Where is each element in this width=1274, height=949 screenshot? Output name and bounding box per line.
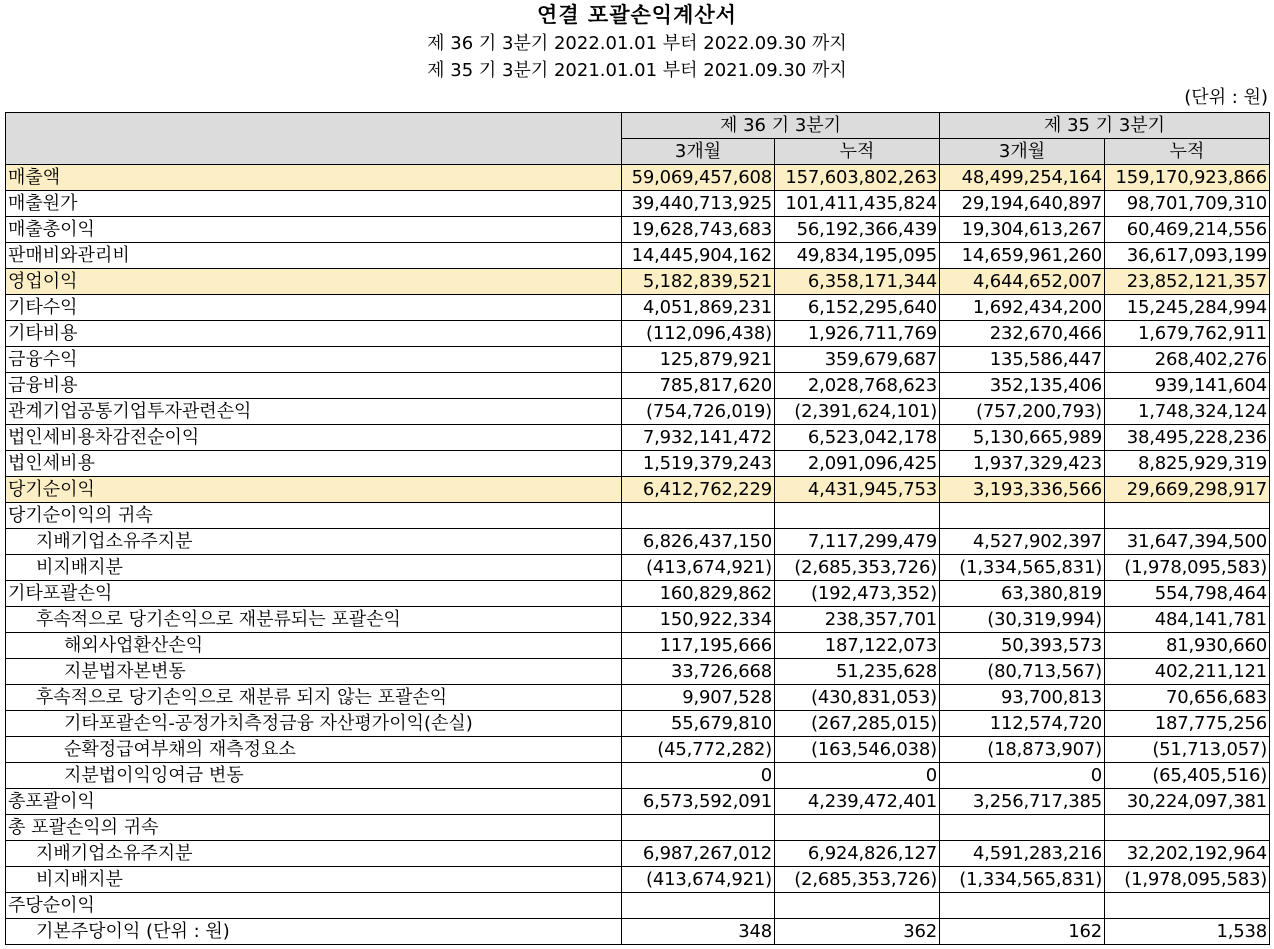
row-value: 268,402,276 bbox=[1105, 347, 1270, 373]
row-value: (1,334,565,831) bbox=[940, 555, 1105, 581]
row-value: 7,117,299,479 bbox=[775, 529, 940, 555]
row-value: 187,775,256 bbox=[1105, 711, 1270, 737]
row-value: 32,202,192,964 bbox=[1105, 841, 1270, 867]
row-label: 해외사업환산손익 bbox=[6, 633, 622, 659]
header-col-prior-3m: 3개월 bbox=[940, 139, 1105, 165]
row-label: 지분법이익잉여금 변동 bbox=[6, 763, 622, 789]
table-row bbox=[6, 373, 1270, 399]
row-value: 51,235,628 bbox=[775, 659, 940, 685]
table-row bbox=[6, 217, 1270, 243]
row-value: 39,440,713,925 bbox=[622, 191, 775, 217]
row-value: (413,674,921) bbox=[622, 867, 775, 893]
row-value: (163,546,038) bbox=[775, 737, 940, 763]
row-label: 금융수익 bbox=[6, 347, 622, 373]
row-value: 1,748,324,124 bbox=[1105, 399, 1270, 425]
table-row bbox=[6, 399, 1270, 425]
table-row bbox=[6, 737, 1270, 763]
row-value: 48,499,254,164 bbox=[940, 165, 1105, 191]
row-value: (267,285,015) bbox=[775, 711, 940, 737]
row-value: 6,412,762,229 bbox=[622, 477, 775, 503]
row-value bbox=[622, 503, 775, 529]
row-value: 348 bbox=[622, 919, 775, 945]
header-col-current-3m: 3개월 bbox=[622, 139, 775, 165]
row-value: 232,670,466 bbox=[940, 321, 1105, 347]
row-value: 939,141,604 bbox=[1105, 373, 1270, 399]
row-value: (754,726,019) bbox=[622, 399, 775, 425]
row-value: (1,978,095,583) bbox=[1105, 867, 1270, 893]
row-value: (2,685,353,726) bbox=[775, 867, 940, 893]
row-value bbox=[775, 815, 940, 841]
row-value: (430,831,053) bbox=[775, 685, 940, 711]
row-label: 지분법자본변동 bbox=[6, 659, 622, 685]
row-label: 금융비용 bbox=[6, 373, 622, 399]
row-label: 후속적으로 당기손익으로 재분류 되지 않는 포괄손익 bbox=[6, 685, 622, 711]
header-group-prior: 제 35 기 3분기 bbox=[940, 113, 1270, 139]
row-value: 0 bbox=[775, 763, 940, 789]
row-value: (51,713,057) bbox=[1105, 737, 1270, 763]
row-value bbox=[940, 503, 1105, 529]
row-value: 15,245,284,994 bbox=[1105, 295, 1270, 321]
table-row bbox=[6, 893, 1270, 919]
statement-title: 연결 포괄손익계산서 bbox=[537, 3, 737, 27]
header-row-groups bbox=[6, 113, 1270, 139]
table-row bbox=[6, 685, 1270, 711]
table-row bbox=[6, 607, 1270, 633]
row-label: 비지배지분 bbox=[6, 867, 622, 893]
table-row bbox=[6, 711, 1270, 737]
row-value: 162 bbox=[940, 919, 1105, 945]
row-value: 6,523,042,178 bbox=[775, 425, 940, 451]
row-value bbox=[622, 815, 775, 841]
row-value bbox=[1105, 503, 1270, 529]
table-row bbox=[6, 659, 1270, 685]
row-label: 후속적으로 당기손익으로 재분류되는 포괄손익 bbox=[6, 607, 622, 633]
row-label: 기타비용 bbox=[6, 321, 622, 347]
table-row bbox=[6, 841, 1270, 867]
row-value: 49,834,195,095 bbox=[775, 243, 940, 269]
row-value: 0 bbox=[940, 763, 1105, 789]
header-group-current: 제 36 기 3분기 bbox=[622, 113, 940, 139]
row-value: (2,685,353,726) bbox=[775, 555, 940, 581]
row-value: (192,473,352) bbox=[775, 581, 940, 607]
table-row bbox=[6, 269, 1270, 295]
table-row bbox=[6, 165, 1270, 191]
row-value: 55,679,810 bbox=[622, 711, 775, 737]
row-value: 125,879,921 bbox=[622, 347, 775, 373]
row-value: 29,194,640,897 bbox=[940, 191, 1105, 217]
row-label: 매출액 bbox=[6, 165, 622, 191]
row-label: 기타포괄손익 bbox=[6, 581, 622, 607]
row-value: 1,692,434,200 bbox=[940, 295, 1105, 321]
row-value: 30,224,097,381 bbox=[1105, 789, 1270, 815]
row-value: 63,380,819 bbox=[940, 581, 1105, 607]
row-value: 4,527,902,397 bbox=[940, 529, 1105, 555]
row-value: 2,028,768,623 bbox=[775, 373, 940, 399]
header-col-prior-cum: 누적 bbox=[1105, 139, 1270, 165]
row-value: 33,726,668 bbox=[622, 659, 775, 685]
row-value: 135,586,447 bbox=[940, 347, 1105, 373]
row-value: 159,170,923,866 bbox=[1105, 165, 1270, 191]
row-value: (1,334,565,831) bbox=[940, 867, 1105, 893]
table-row bbox=[6, 529, 1270, 555]
row-value: 59,069,457,608 bbox=[622, 165, 775, 191]
row-value: 5,130,665,989 bbox=[940, 425, 1105, 451]
row-label: 당기순이익 bbox=[6, 477, 622, 503]
row-value: 402,211,121 bbox=[1105, 659, 1270, 685]
table-body bbox=[6, 165, 1270, 945]
unit-label: (단위 : 원) bbox=[1184, 87, 1268, 108]
table-row bbox=[6, 243, 1270, 269]
row-value: 6,987,267,012 bbox=[622, 841, 775, 867]
row-value: 4,431,945,753 bbox=[775, 477, 940, 503]
header-blank-cell bbox=[6, 113, 622, 165]
row-value: 1,519,379,243 bbox=[622, 451, 775, 477]
row-value: 3,193,336,566 bbox=[940, 477, 1105, 503]
row-label: 영업이익 bbox=[6, 269, 622, 295]
row-value: 3,256,717,385 bbox=[940, 789, 1105, 815]
row-value: 4,591,283,216 bbox=[940, 841, 1105, 867]
table-row bbox=[6, 867, 1270, 893]
period-current: 제 36 기 3분기 2022.01.01 부터 2022.09.30 까지 bbox=[427, 33, 847, 54]
row-label: 지배기업소유주지분 bbox=[6, 529, 622, 555]
row-value: 50,393,573 bbox=[940, 633, 1105, 659]
row-label: 당기순이익의 귀속 bbox=[6, 503, 622, 529]
row-value: 9,907,528 bbox=[622, 685, 775, 711]
row-value: 150,922,334 bbox=[622, 607, 775, 633]
row-value: 60,469,214,556 bbox=[1105, 217, 1270, 243]
row-label: 매출원가 bbox=[6, 191, 622, 217]
table-row bbox=[6, 789, 1270, 815]
row-value: (413,674,921) bbox=[622, 555, 775, 581]
row-value: 19,628,743,683 bbox=[622, 217, 775, 243]
row-value: 8,825,929,319 bbox=[1105, 451, 1270, 477]
row-label: 법인세비용 bbox=[6, 451, 622, 477]
income-statement-table bbox=[5, 112, 1270, 945]
row-value bbox=[940, 815, 1105, 841]
row-value: (80,713,567) bbox=[940, 659, 1105, 685]
row-value: 93,700,813 bbox=[940, 685, 1105, 711]
row-label: 총 포괄손익의 귀속 bbox=[6, 815, 622, 841]
row-value: (1,978,095,583) bbox=[1105, 555, 1270, 581]
row-value: 38,495,228,236 bbox=[1105, 425, 1270, 451]
row-value: 19,304,613,267 bbox=[940, 217, 1105, 243]
table-row bbox=[6, 919, 1270, 945]
table-row bbox=[6, 347, 1270, 373]
row-value: 4,051,869,231 bbox=[622, 295, 775, 321]
row-value: 0 bbox=[622, 763, 775, 789]
row-value bbox=[1105, 893, 1270, 919]
row-value: 1,679,762,911 bbox=[1105, 321, 1270, 347]
row-value: 157,603,802,263 bbox=[775, 165, 940, 191]
row-label: 관계기업공통기업투자관련손익 bbox=[6, 399, 622, 425]
row-label: 지배기업소유주지분 bbox=[6, 841, 622, 867]
row-value: 6,358,171,344 bbox=[775, 269, 940, 295]
row-value bbox=[775, 893, 940, 919]
row-value: 359,679,687 bbox=[775, 347, 940, 373]
row-value: (757,200,793) bbox=[940, 399, 1105, 425]
row-value: 101,411,435,824 bbox=[775, 191, 940, 217]
row-value: 56,192,366,439 bbox=[775, 217, 940, 243]
row-value: 70,656,683 bbox=[1105, 685, 1270, 711]
row-value bbox=[940, 893, 1105, 919]
row-value: 362 bbox=[775, 919, 940, 945]
row-value: (18,873,907) bbox=[940, 737, 1105, 763]
table-row bbox=[6, 451, 1270, 477]
row-value: 160,829,862 bbox=[622, 581, 775, 607]
row-label: 기본주당이익 (단위 : 원) bbox=[6, 919, 622, 945]
row-value: 785,817,620 bbox=[622, 373, 775, 399]
table-row bbox=[6, 503, 1270, 529]
row-value: 112,574,720 bbox=[940, 711, 1105, 737]
table-row bbox=[6, 295, 1270, 321]
row-label: 법인세비용차감전순이익 bbox=[6, 425, 622, 451]
row-label: 기타포괄손익-공정가치측정금융 자산평가이익(손실) bbox=[6, 711, 622, 737]
row-value bbox=[1105, 815, 1270, 841]
row-value bbox=[622, 893, 775, 919]
row-label: 기타수익 bbox=[6, 295, 622, 321]
row-value: 117,195,666 bbox=[622, 633, 775, 659]
table-row bbox=[6, 763, 1270, 789]
table-row bbox=[6, 191, 1270, 217]
row-value: 4,644,652,007 bbox=[940, 269, 1105, 295]
table-row bbox=[6, 321, 1270, 347]
row-value: 5,182,839,521 bbox=[622, 269, 775, 295]
row-value: 1,937,329,423 bbox=[940, 451, 1105, 477]
row-value: 1,926,711,769 bbox=[775, 321, 940, 347]
row-label: 판매비와관리비 bbox=[6, 243, 622, 269]
row-label: 비지배지분 bbox=[6, 555, 622, 581]
row-value: 554,798,464 bbox=[1105, 581, 1270, 607]
row-value: 6,924,826,127 bbox=[775, 841, 940, 867]
table-row bbox=[6, 425, 1270, 451]
row-value: 7,932,141,472 bbox=[622, 425, 775, 451]
row-value: 4,239,472,401 bbox=[775, 789, 940, 815]
row-value: 352,135,406 bbox=[940, 373, 1105, 399]
table-row bbox=[6, 633, 1270, 659]
row-value: 29,669,298,917 bbox=[1105, 477, 1270, 503]
row-label: 매출총이익 bbox=[6, 217, 622, 243]
row-value: 238,357,701 bbox=[775, 607, 940, 633]
table-row bbox=[6, 555, 1270, 581]
table-row bbox=[6, 581, 1270, 607]
row-value: 98,701,709,310 bbox=[1105, 191, 1270, 217]
row-value: 81,930,660 bbox=[1105, 633, 1270, 659]
row-value: 6,826,437,150 bbox=[622, 529, 775, 555]
header-col-current-cum: 누적 bbox=[775, 139, 940, 165]
row-value: 14,445,904,162 bbox=[622, 243, 775, 269]
row-value bbox=[775, 503, 940, 529]
row-value: (45,772,282) bbox=[622, 737, 775, 763]
row-value: 14,659,961,260 bbox=[940, 243, 1105, 269]
table-row bbox=[6, 815, 1270, 841]
period-prior: 제 35 기 3분기 2021.01.01 부터 2021.09.30 까지 bbox=[427, 60, 847, 81]
row-value: 484,141,781 bbox=[1105, 607, 1270, 633]
table-row bbox=[6, 477, 1270, 503]
row-value: 36,617,093,199 bbox=[1105, 243, 1270, 269]
row-label: 주당순이익 bbox=[6, 893, 622, 919]
row-value: 6,573,592,091 bbox=[622, 789, 775, 815]
row-label: 총포괄이익 bbox=[6, 789, 622, 815]
row-value: (112,096,438) bbox=[622, 321, 775, 347]
row-value: 1,538 bbox=[1105, 919, 1270, 945]
row-value: 23,852,121,357 bbox=[1105, 269, 1270, 295]
row-value: (2,391,624,101) bbox=[775, 399, 940, 425]
row-value: 31,647,394,500 bbox=[1105, 529, 1270, 555]
row-label: 순확정급여부채의 재측정요소 bbox=[6, 737, 622, 763]
row-value: 6,152,295,640 bbox=[775, 295, 940, 321]
row-value: 2,091,096,425 bbox=[775, 451, 940, 477]
row-value: 187,122,073 bbox=[775, 633, 940, 659]
row-value: (30,319,994) bbox=[940, 607, 1105, 633]
row-value: (65,405,516) bbox=[1105, 763, 1270, 789]
